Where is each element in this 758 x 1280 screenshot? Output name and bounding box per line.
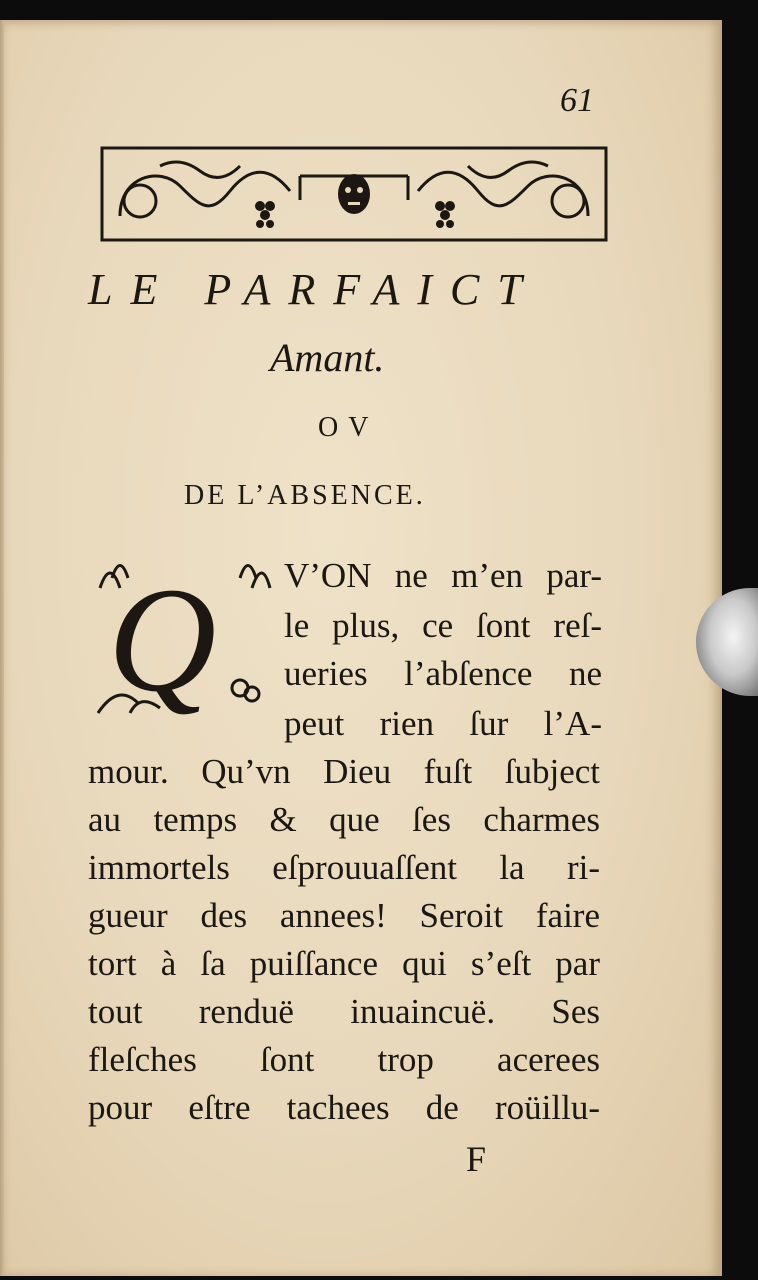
drop-cap-ornament-icon xyxy=(90,548,272,720)
body-line: peut rien ſur l’A- xyxy=(284,704,602,743)
headpiece-ornament-icon xyxy=(100,146,608,242)
chapter-subtitle: DE L’ABSENCE. xyxy=(184,480,426,511)
signature-mark: F xyxy=(466,1139,487,1179)
body-line: gueur des annees! Seroit faire xyxy=(88,896,600,935)
body-line: tort à ſa puiſſance qui s’eſt par xyxy=(88,944,600,983)
body-line: pour eſtre tachees de roüillu- xyxy=(88,1088,600,1127)
title-separator: OV xyxy=(318,412,379,443)
title-line-2: Amant. xyxy=(270,335,385,380)
body-line: ueries l’abſence ne xyxy=(284,654,602,693)
title-line-1: LE PARFAICT xyxy=(88,265,540,314)
page-number: 61 xyxy=(560,82,594,119)
body-line: V’ON ne m’en par- xyxy=(284,556,602,595)
body-line: mour. Qu’vn Dieu fuſt ſubject xyxy=(88,752,600,791)
body-line: tout renduë inuaincuë. Ses xyxy=(88,992,600,1031)
body-line: fleſches ſont trop acerees xyxy=(88,1040,600,1079)
body-line: au temps & que ſes charmes xyxy=(88,800,600,839)
drop-cap-letter: Q xyxy=(108,557,217,720)
body-line: immortels eſprouuaſſent la ri- xyxy=(88,848,600,887)
body-line: le plus, ce ſont reſ- xyxy=(284,606,602,645)
